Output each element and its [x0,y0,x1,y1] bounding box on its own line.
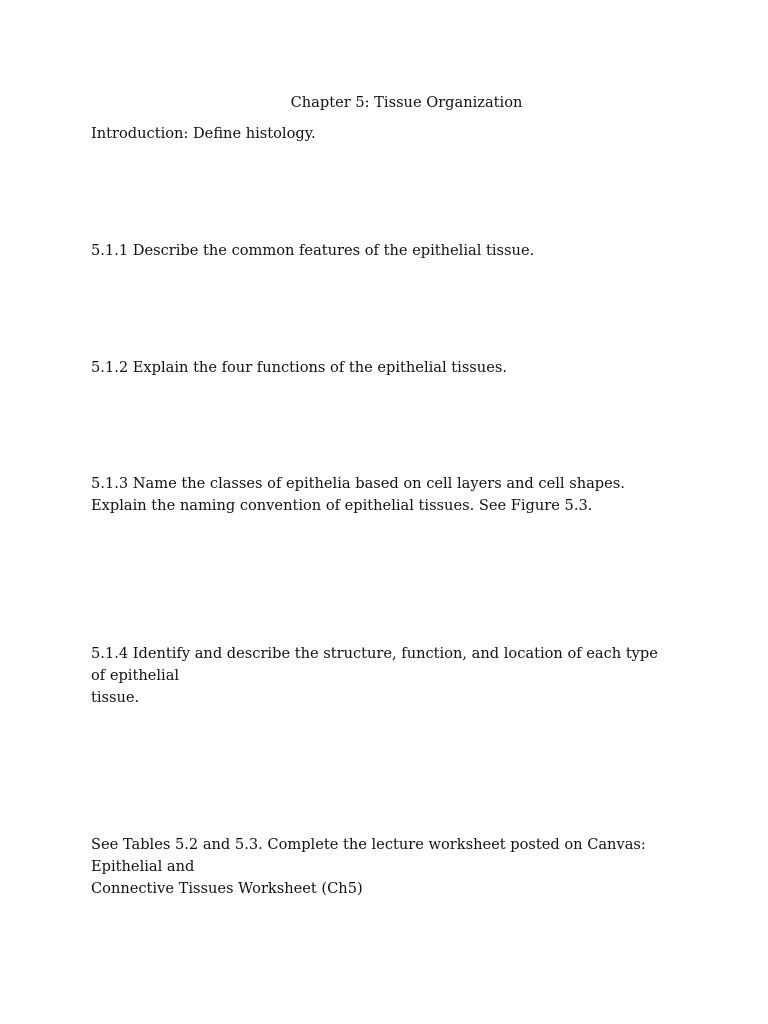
question-5-1-2: 5.1.2 Explain the four functions of the epithelial tissues. [91,359,507,376]
intro-prompt: Introduction: Define histology. [91,125,316,142]
question-5-1-4-line-1: 5.1.4 Identify and describe the structure, function, and location of each type [91,645,658,662]
worksheet-note-line-2: Epithelial and [91,858,195,875]
worksheet-note-line-3: Connective Tissues Worksheet (Ch5) [91,880,363,897]
question-5-1-1: 5.1.1 Describe the common features of the epithelial tissue. [91,242,535,259]
question-5-1-4-line-3: tissue. [91,689,140,706]
question-5-1-3-line-2: Explain the naming convention of epithelial tissues. See Figure 5.3. [91,497,593,514]
worksheet-note-line-1: See Tables 5.2 and 5.3. Complete the lecture worksheet posted on Canvas: [91,836,646,853]
question-5-1-4-line-2: of epithelial [91,667,180,684]
question-5-1-3-line-1: 5.1.3 Name the classes of epithelia based on cell layers and cell shapes. [91,475,625,492]
chapter-title: Chapter 5: Tissue Organization [290,94,523,111]
